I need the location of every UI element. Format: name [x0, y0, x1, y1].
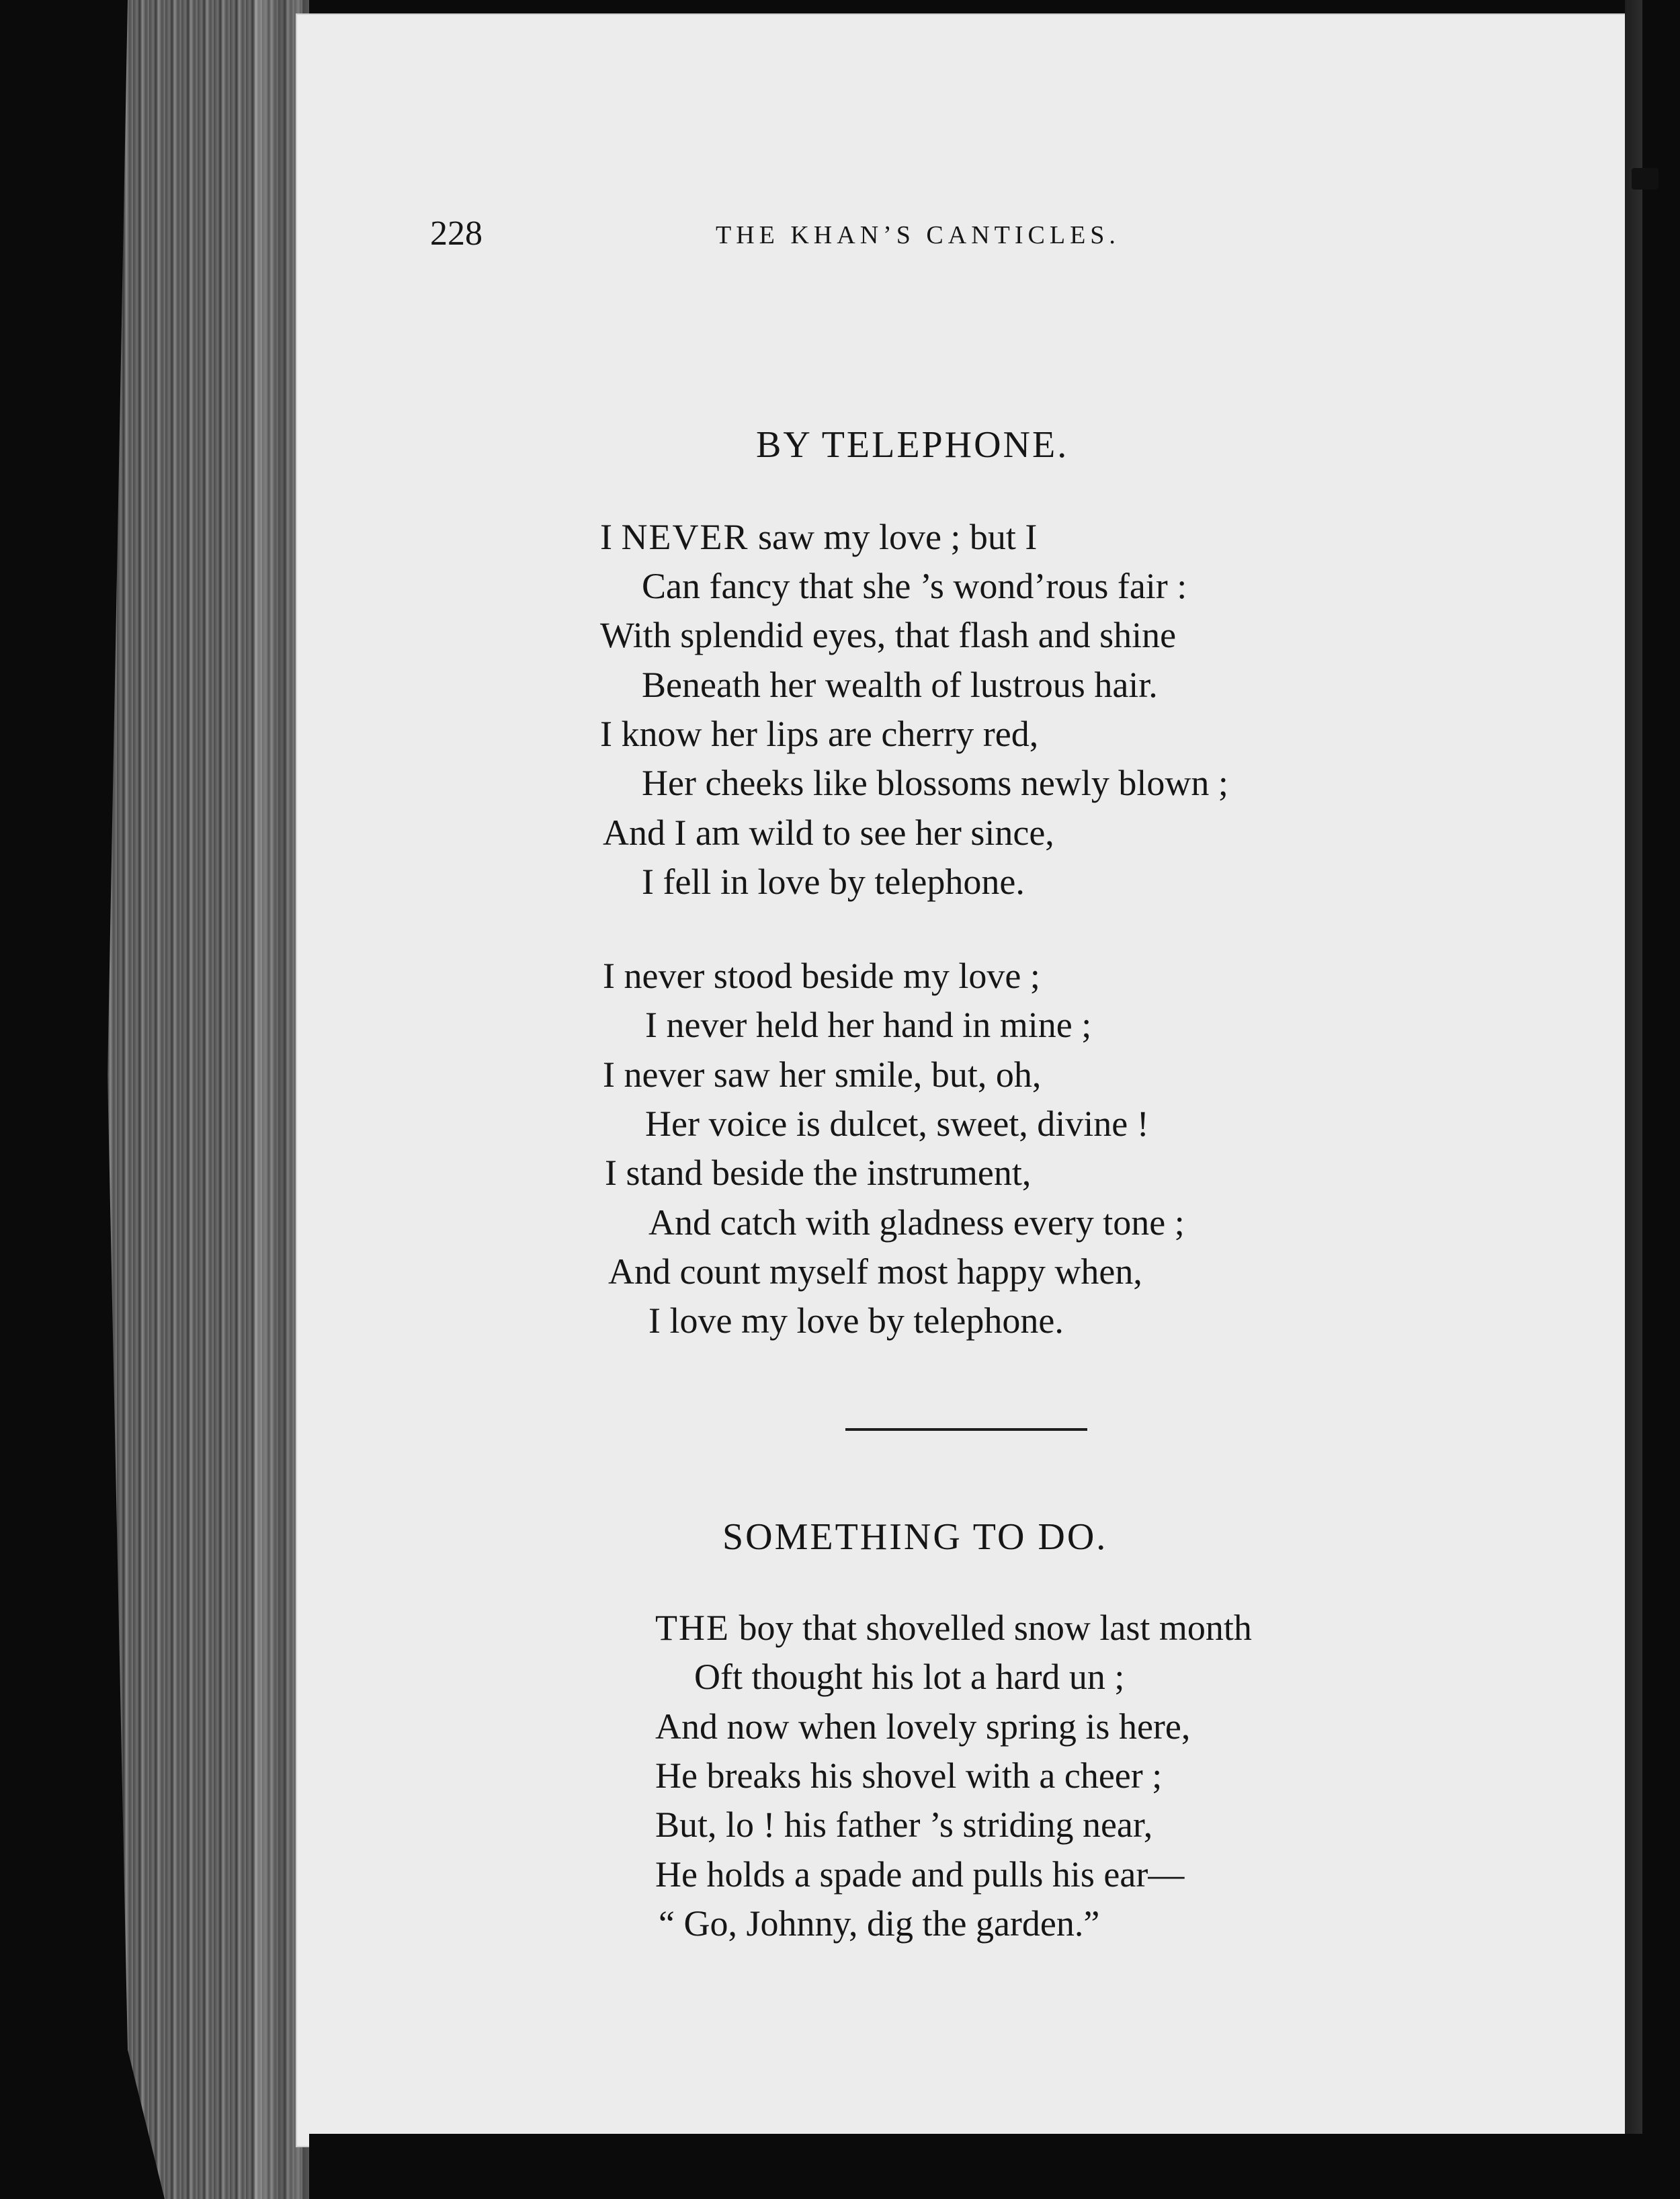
- section-divider: [845, 1428, 1087, 1431]
- poem-line: “ Go, Johnny, dig the garden.”: [659, 1903, 1100, 1944]
- opening-word-smallcaps: NEVER: [621, 517, 749, 557]
- poem-line: But, lo ! his father ’s striding near,: [655, 1804, 1153, 1845]
- poem-line: And now when lovely spring is here,: [655, 1706, 1191, 1747]
- poem-line: I never held her hand in mine ;: [645, 1005, 1092, 1045]
- poem-line: I know her lips are cherry red,: [600, 714, 1039, 754]
- poem-line: And I am wild to see her since,: [603, 813, 1054, 853]
- poem-line: And catch with gladness every tone ;: [648, 1202, 1185, 1243]
- opening-word: I: [600, 517, 622, 557]
- poem-title: SOMETHING TO DO.: [722, 1516, 1108, 1558]
- line-text: boy that shovelled snow last month: [729, 1608, 1252, 1648]
- poem-line: Beneath her wealth of lustrous hair.: [642, 665, 1158, 705]
- poem-line: Her voice is dulcet, sweet, divine !: [645, 1104, 1149, 1144]
- running-head: THE KHAN’S CANTICLES.: [716, 221, 1120, 249]
- poem-line: I stand beside the instrument,: [605, 1153, 1032, 1193]
- poem-line: I never saw her smile, but, oh,: [603, 1054, 1042, 1095]
- poem-line: I never stood beside my love ;: [603, 956, 1040, 996]
- page-number: 228: [430, 214, 482, 253]
- poem-line: Her cheeks like blossoms newly blown ;: [642, 763, 1228, 803]
- poem-line: Oft thought his lot a hard un ;: [694, 1657, 1125, 1697]
- line-text: saw my love ; but I: [749, 517, 1038, 557]
- poem-title: BY TELEPHONE.: [756, 424, 1069, 466]
- poem-line: [655, 1610, 1252, 1646]
- poem-line: I love my love by telephone.: [648, 1300, 1064, 1341]
- poem-line: With splendid eyes, that flash and shine: [600, 615, 1177, 655]
- bottom-background: [309, 2134, 1680, 2199]
- poem-line: Can fancy that she ’s wond’rous fair :: [642, 566, 1187, 606]
- opening-word-smallcaps: THE: [655, 1608, 730, 1648]
- poem-line: And count myself most happy when,: [608, 1251, 1142, 1292]
- poem-line: I fell in love by telephone.: [642, 862, 1025, 902]
- poem-line: [600, 519, 1037, 555]
- poem-line: He holds a spade and pulls his ear—: [655, 1854, 1185, 1895]
- clip-mark: [1632, 168, 1658, 190]
- gutter-shadow: [1625, 0, 1642, 2137]
- poem-line: He breaks his shovel with a cheer ;: [655, 1755, 1163, 1796]
